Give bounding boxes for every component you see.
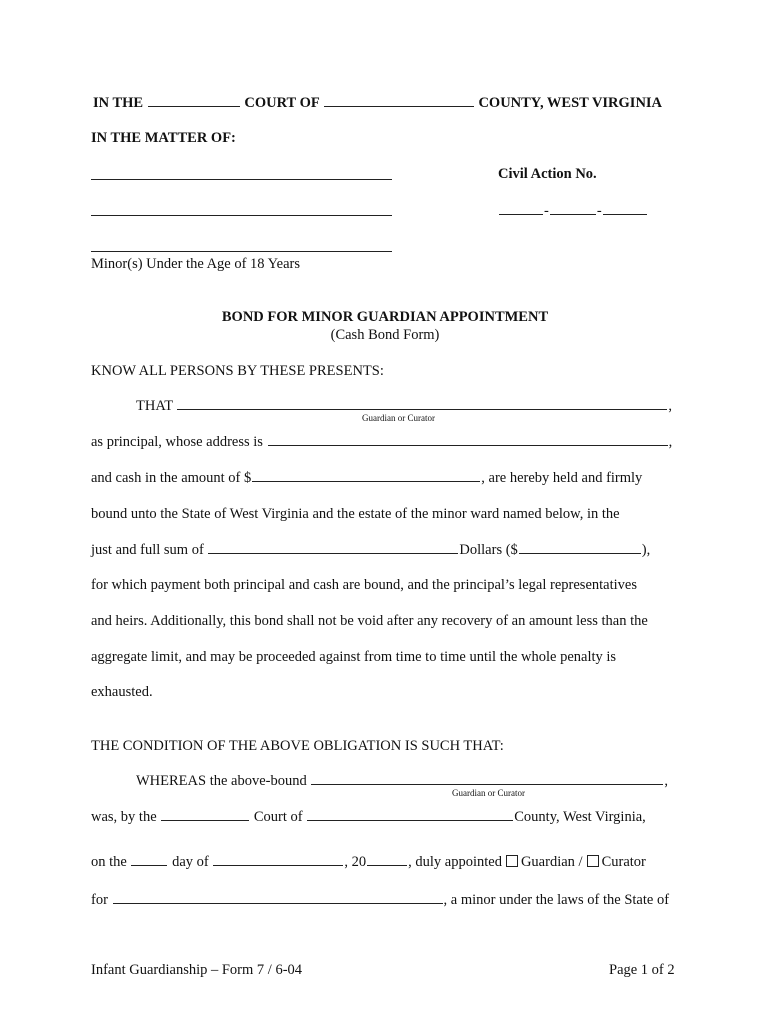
court-name-blank[interactable] <box>148 105 240 107</box>
civil-action-number <box>498 204 648 219</box>
that-line <box>136 399 672 414</box>
civil-action-label: Civil Action No. <box>498 166 597 182</box>
day-blank[interactable] <box>131 864 167 866</box>
civil-action-part-2[interactable] <box>550 213 596 215</box>
dash-1: - <box>544 203 549 219</box>
condition-heading: THE CONDITION OF THE ABOVE OBLIGATION IS SUCH THAT: <box>91 738 504 754</box>
address-blank[interactable] <box>268 444 668 446</box>
close-paren: ), <box>641 542 651 558</box>
and-cash-text: and cash in the amount of $ <box>91 470 252 486</box>
year-blank[interactable] <box>367 864 407 866</box>
bound-unto-text: bound unto the State of West Virginia and the estate of the minor ward named below, in the <box>91 506 620 522</box>
year-prefix: , 20 <box>344 854 367 870</box>
month-blank[interactable] <box>213 864 343 866</box>
aggregate-text: aggregate limit, and may be proceeded against from time to time until the whole penalty is <box>91 649 617 665</box>
on-the-text: on the <box>91 854 127 870</box>
in-the-matter-of: IN THE MATTER OF: <box>91 130 236 146</box>
curator-checkbox[interactable] <box>587 855 599 867</box>
that-text: THAT <box>136 398 173 414</box>
day-of-text: day of <box>172 854 209 870</box>
minor-name-line-3[interactable] <box>91 251 392 252</box>
curator-text: Curator <box>601 854 646 870</box>
form-identifier: Infant Guardianship – Form 7 / 6-04 <box>91 962 303 978</box>
guardian-text: Guardian / <box>520 854 583 870</box>
comma: , <box>668 398 673 414</box>
page-number: Page 1 of 2 <box>609 962 675 978</box>
in-the-text: IN THE <box>93 95 144 111</box>
court-blank[interactable] <box>161 819 249 821</box>
county-blank[interactable] <box>307 819 513 821</box>
and-heirs-text: and heirs. Additionally, this bond shall not be void after any recovery of an amount less than the <box>91 613 648 629</box>
minor-name-blank[interactable] <box>113 902 443 904</box>
comma: , <box>668 434 673 450</box>
was-by-the-text: was, by the <box>91 809 157 825</box>
was-by-the-line <box>91 810 646 825</box>
dollars-text: Dollars ($ <box>459 542 518 558</box>
sum-words-blank[interactable] <box>208 552 458 554</box>
whereas-line <box>136 774 668 789</box>
form-title: BOND FOR MINOR GUARDIAN APPOINTMENT <box>221 309 549 325</box>
principal-name-blank[interactable] <box>177 408 667 410</box>
minor-name-line-2[interactable] <box>91 215 392 216</box>
minor-under-text: , a minor under the laws of the State of <box>443 892 670 908</box>
comma: , <box>664 773 668 789</box>
county-wv-text: County, West Virginia, <box>514 809 646 825</box>
know-all-persons: KNOW ALL PERSONS BY THESE PRESENTS: <box>91 363 384 379</box>
duly-appointed-text: , duly appointed <box>408 854 502 870</box>
exhausted-text: exhausted. <box>91 684 153 700</box>
for-text: for <box>91 892 108 908</box>
county-name-blank[interactable] <box>324 105 474 107</box>
court-of-text: COURT OF <box>244 95 320 111</box>
cash-amount-blank[interactable] <box>252 480 480 482</box>
minor-name-line-1[interactable] <box>91 179 392 180</box>
cash-amount-line <box>91 471 642 486</box>
minors-label: Minor(s) Under the Age of 18 Years <box>91 256 301 272</box>
whereas-text: WHEREAS the above-bound <box>136 773 307 789</box>
held-firmly-text: , are hereby held and firmly <box>481 470 643 486</box>
civil-action-part-3[interactable] <box>603 213 647 215</box>
for-minor-line <box>91 893 669 908</box>
for-which-text: for which payment both principal and cash are bound, and the principal’s legal representatives <box>91 577 637 593</box>
appointment-date-line <box>91 855 646 870</box>
just-full-sum-text: just and full sum of <box>91 542 204 558</box>
full-sum-line <box>91 543 650 558</box>
guardian-name-blank[interactable] <box>311 783 663 785</box>
court-header <box>93 96 662 111</box>
county-wv-text: COUNTY, WEST VIRGINIA <box>478 95 663 111</box>
guardian-or-curator-caption: Guardian or Curator <box>362 413 435 423</box>
as-principal-text: as principal, whose address is <box>91 434 263 450</box>
guardian-checkbox[interactable] <box>506 855 518 867</box>
guardian-or-curator-caption-2: Guardian or Curator <box>452 788 525 798</box>
form-subtitle: (Cash Bond Form) <box>330 327 440 343</box>
sum-numeric-blank[interactable] <box>519 552 641 554</box>
civil-action-part-1[interactable] <box>499 213 543 215</box>
address-line <box>91 435 672 450</box>
court-of-text: Court of <box>253 809 303 825</box>
dash-2: - <box>596 203 602 219</box>
